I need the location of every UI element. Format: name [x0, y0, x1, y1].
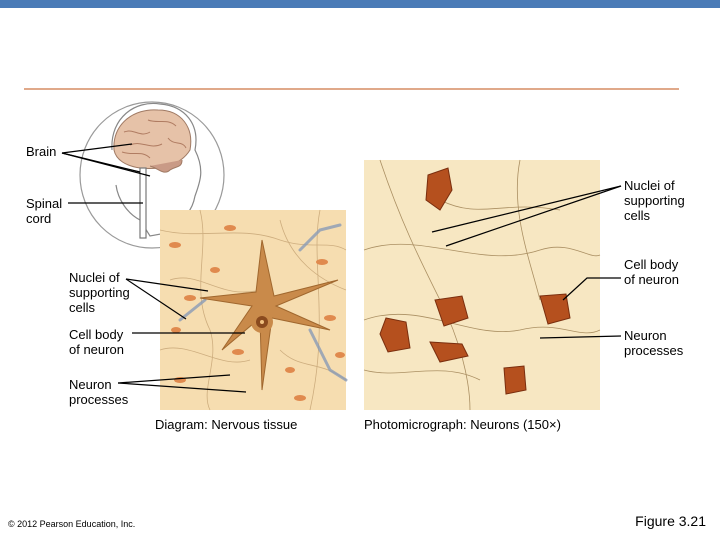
caption-photomicrograph: Photomicrograph: Neurons (150×) [364, 417, 561, 432]
label-neuron-processes-left: Neuron processes [69, 377, 129, 407]
copyright: © 2012 Pearson Education, Inc. [8, 519, 136, 529]
label-nuclei-supporting-cells-right: Nuclei of supporting cells [624, 178, 685, 223]
label-cell-body-right: Cell body of neuron [624, 257, 679, 287]
tissue-diagram [160, 210, 346, 410]
label-spinal-cord: Spinal cord [26, 196, 63, 226]
label-brain: Brain [26, 144, 57, 159]
label-nuclei-supporting-cells-left: Nuclei of supporting cells [69, 270, 130, 315]
figure-number: Figure 3.21 [635, 513, 706, 529]
label-cell-body-left: Cell body of neuron [69, 327, 124, 357]
label-neuron-processes-right: Neuron processes [624, 328, 684, 358]
photomicrograph [364, 160, 600, 410]
caption-diagram: Diagram: Nervous tissue [155, 417, 298, 432]
